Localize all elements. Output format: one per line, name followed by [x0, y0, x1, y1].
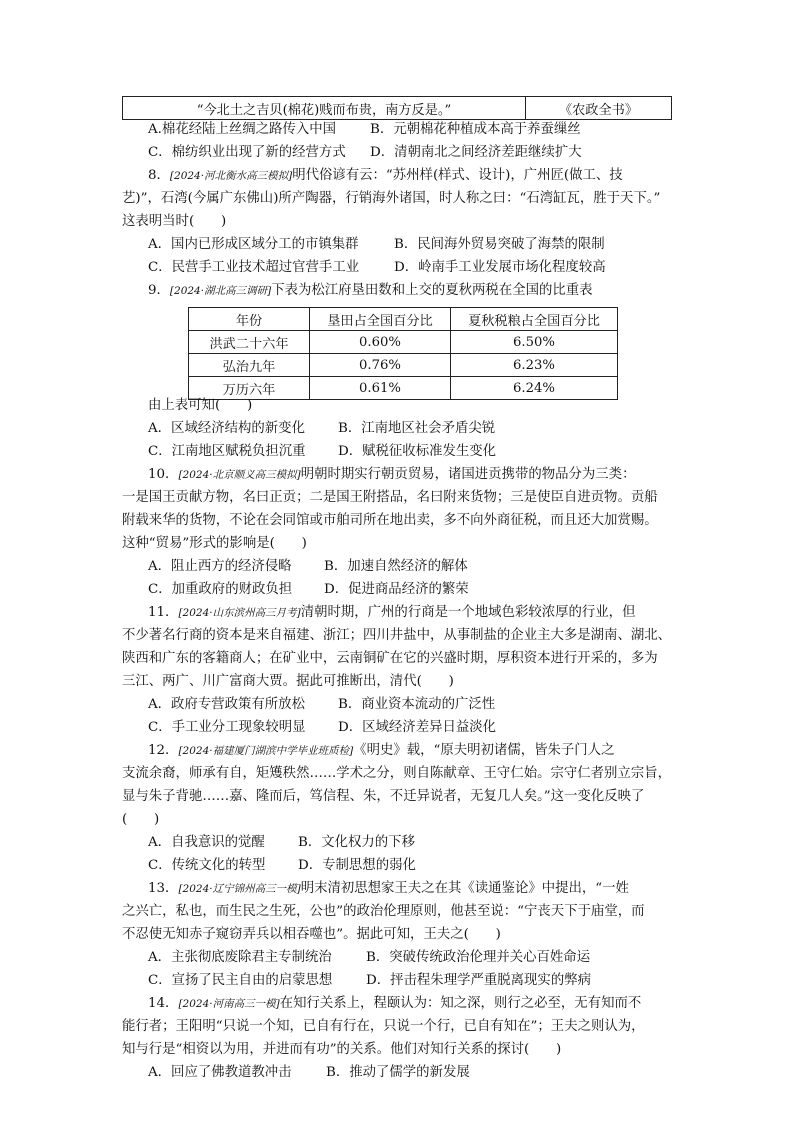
q11-number: 11．: [148, 605, 179, 620]
q10-option-b: B．加速自然经济的解体: [324, 559, 468, 574]
table-cell: 0.76%: [310, 354, 451, 377]
q11-text-1: 清朝时期，广州的行商是一个地域色彩较浓厚的行业，但: [300, 605, 636, 620]
q13-option-c: C．宣扬了民主自由的启蒙思想: [148, 973, 333, 988]
q8-option-d: D．岭南手工业发展市场化程度较高: [394, 260, 606, 275]
q12-line-1: [148, 739, 708, 763]
q10-number: 10．: [148, 467, 179, 482]
q8-option-b: B．民间海外贸易突破了海禁的限制: [394, 237, 605, 252]
table-cell: 洪武二十六年: [189, 331, 310, 354]
table-cell: 万历六年: [189, 377, 310, 400]
q11-option-d: D．区域经济差异日益淡化: [338, 720, 497, 735]
q11-line-3: 陕西和广东的客籍商人；在矿业中，云南铜矿在它的兴盛时期，厚积资本进行开采的，多为: [122, 651, 658, 666]
quote-cell: “今北土之吉贝(棉花)贱而布贵，南方反是。”: [123, 97, 526, 120]
source-cell: 《农政全书》: [526, 97, 672, 120]
q8-number: 8．: [148, 168, 170, 183]
q11-option-c: C．手工业分工现象较明显: [148, 720, 306, 735]
table-cell: 6.24%: [451, 377, 618, 400]
q9-option-d: D．赋税征收标准发生变化: [338, 444, 497, 459]
q10-option-a: A．阻止西方的经济侵略: [148, 559, 292, 574]
q8-option-c: C．民营手工业技术超过官营手工业: [148, 260, 360, 275]
table-cell: 6.23%: [451, 354, 618, 377]
q10-option-c: C．加重政府的财政负担: [148, 582, 293, 597]
q12-option-c: C．传统文化的转型: [148, 858, 266, 873]
q7-option-a: A.棉花经陆上丝绸之路传入中国: [148, 122, 337, 137]
q10-option-d: D．促进商品经济的繁荣: [324, 582, 469, 597]
q13-option-b: B．突破传统政治伦理并关心百姓命运: [366, 950, 591, 965]
q12-line-4: ( ): [122, 812, 160, 827]
header-farmland: 垦田占全国百分比: [310, 308, 451, 331]
q13-source: [2024·辽宁锦州高三一模]: [178, 883, 301, 895]
q11-line-4: 三江、两广、川广富商大贾。据此可推断出，清代( ): [122, 674, 454, 689]
q13-line-3: 不忍使无知赤子窥窃弄兵以相吞噬也”。据此可知，王夫之( ): [122, 927, 501, 942]
q7-option-c: C．棉纺织业出现了新的经营方式: [148, 145, 346, 160]
q13-option-d: D．抨击程朱理学严重脱离现实的弊病: [366, 973, 591, 988]
table-row: [123, 97, 672, 120]
q14-text-1: 在知行关系上，程颐认为：知之深，则行之必至，无有知而不: [279, 996, 642, 1011]
q8-text-1: 明代俗谚有云：“苏州样(样式、设计)，广州匠(做工、技: [292, 168, 623, 183]
q8-line-3: 这表明当时( ): [122, 214, 227, 229]
quote-table: [122, 96, 672, 120]
q13-option-a: A．主张彻底废除君主专制统治: [148, 950, 332, 965]
q12-line-3: 显与朱子背驰……嘉、隆而后，笃信程、朱，不迁异说者，无复几人矣。”这一变化反映了: [122, 789, 645, 804]
q14-option-a: A．回应了佛教道教冲击: [148, 1065, 292, 1080]
q9-option-a: A．区域经济结构的新变化: [148, 421, 305, 436]
q14-option-b: B．推动了儒学的新发展: [326, 1065, 470, 1080]
q12-line-2: 支流余裔，师承有自，矩矱秩然……学术之分，则自陈献章、王守仁始。宗守仁者别立宗旨，: [122, 766, 672, 781]
q12-option-a: A．自我意识的觉醒: [148, 835, 265, 850]
q12-text-1: 《明史》载，“原夫明初诸儒，皆朱子门人之: [353, 743, 615, 758]
q7-option-d: D．清朝南北之间经济差距继续扩大: [370, 145, 582, 160]
table-cell: 弘治九年: [189, 354, 310, 377]
q11-line-1: [148, 601, 708, 625]
q10-line-2: 一是国王贡献方物，名曰正贡；二是国王附搭品，名曰附来货物；三是使臣自进贡物。贡船: [122, 490, 658, 505]
q8-line-2: 艺)”，石湾(今属广东佛山)所产陶器，行销海外诸国，时人称之曰：“石湾缸瓦，胜于天下。”: [122, 191, 661, 206]
q12-option-d: D．专制思想的弱化: [298, 858, 416, 873]
table-cell: 6.50%: [451, 331, 618, 354]
q10-line-4: 这种“贸易”形式的影响是( ): [122, 536, 307, 551]
q9-option-c: C．江南地区赋税负担沉重: [148, 444, 306, 459]
q8-source: [2024·河北衡水高三模拟]: [169, 170, 293, 182]
q13-line-2: 之兴亡，私也，而生民之生死，公也”的政治伦理原则，他甚至说：“宁丧天下于庙堂，而: [122, 904, 645, 919]
table-cell: 0.61%: [310, 377, 451, 400]
q13-text-1: 明末清初思想家王夫之在其《读通鉴论》中提出，“一姓: [300, 881, 629, 896]
q9-line-2: 由上表可知( ): [148, 398, 253, 413]
tax-data-table: [188, 307, 618, 400]
q9-number: 9．: [148, 283, 170, 298]
q8-option-a: A．国内已形成区域分工的市镇集群: [148, 237, 359, 252]
q9-option-b: B．江南地区社会矛盾尖锐: [338, 421, 496, 436]
table-header-row: [189, 308, 618, 331]
q11-option-a: A．政府专营政策有所放松: [148, 697, 305, 712]
header-tax: 夏秋税粮占全国百分比: [451, 308, 618, 331]
q12-number: 12．: [148, 743, 179, 758]
q14-source: [2024·河南高三一模]: [178, 998, 280, 1010]
table-cell: 0.60%: [310, 331, 451, 354]
q10-line-3: 附载来华的货物，不论在会同馆或市舶司所在地出卖，多不向外商征税，而且还大加赏赐。: [122, 513, 658, 528]
q13-number: 13．: [148, 881, 179, 896]
q9-line-1: [148, 279, 708, 303]
q11-line-2: 不少著名行商的资本是来自福建、浙江；四川井盐中，从事制盐的企业主大多是湖南、湖北、: [122, 628, 672, 643]
q12-option-b: B．文化权力的下移: [298, 835, 415, 850]
q10-line-1: [148, 463, 708, 487]
q14-line-3: 知与行是“相资以为用，并进而有功”的关系。他们对知行关系的探讨( ): [122, 1042, 562, 1057]
table-row: [189, 354, 618, 377]
table-row: [189, 331, 618, 354]
q13-line-1: [148, 877, 708, 901]
q9-text-1: 下表为松江府垦田数和上交的夏秋两税在全国的比重表: [271, 283, 593, 298]
q10-source: [2024·北京顺义高三模拟]: [178, 469, 301, 481]
q8-line-1: [148, 164, 708, 188]
header-year: 年份: [189, 308, 310, 331]
q11-source: [2024·山东滨州高三月考]: [178, 607, 301, 619]
q14-line-2: 能行者；王阳明“只说一个知，已自有行在，只说一个行，已自有知在”；王夫之则认为，: [122, 1019, 645, 1034]
q11-option-b: B．商业资本流动的广泛性: [338, 697, 496, 712]
q9-source: [2024·湖北高三调研]: [169, 285, 272, 297]
q14-line-1: [148, 992, 708, 1016]
q7-option-b: B．元朝棉花种植成本高于养蚕缫丝: [370, 122, 581, 137]
q10-text-1: 明朝时期实行朝贡贸易，诸国进贡携带的物品分为三类：: [300, 467, 636, 482]
q12-source: [2024·福建厦门湖滨中学毕业班质检]: [178, 745, 354, 757]
q14-number: 14．: [148, 996, 179, 1011]
